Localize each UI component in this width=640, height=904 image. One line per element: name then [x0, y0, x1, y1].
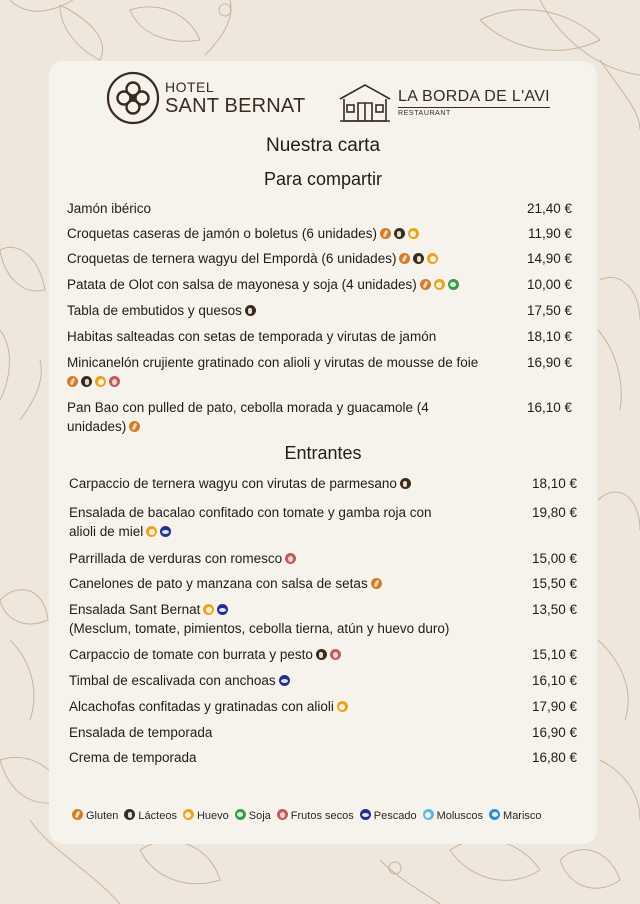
item-name: Timbal de escalivada con anchoas: [69, 673, 276, 688]
item-name: Ensalada Sant Bernat: [69, 602, 201, 617]
lacteos-allergen-icon: [316, 649, 327, 660]
huevo-allergen-icon: [183, 809, 194, 820]
soja-allergen-icon: [448, 279, 459, 290]
item-name: Pan Bao con pulled de pato, cebolla morada y guacamole (4 unidades): [67, 400, 429, 434]
restaurant-house-icon: [338, 83, 392, 123]
legend-label: Marisco: [503, 810, 542, 822]
lacteos-allergen-icon: [81, 376, 92, 387]
item-name: Croquetas caseras de jamón o boletus (6 unidades): [67, 226, 377, 241]
hotel-name-line1: HOTEL: [165, 79, 215, 95]
section-title: Para compartir: [263, 169, 383, 189]
item-price: 11,90 €: [527, 226, 572, 241]
item-price: 21,40 €: [526, 201, 572, 216]
legend-label: Moluscos: [436, 810, 484, 822]
item-price: 14,90 €: [526, 251, 572, 266]
gluten-allergen-icon: [72, 809, 83, 820]
pescado-allergen-icon: [279, 675, 290, 686]
allergen-icons: [126, 419, 140, 434]
frutos-allergen-icon: [109, 376, 120, 387]
gluten-allergen-icon: [129, 421, 140, 432]
item-price: 16,90 €: [531, 725, 577, 740]
legend-label: Lácteos: [138, 810, 177, 822]
legend-item-huevo: [183, 809, 229, 822]
item-name: Ensalada de temporada: [69, 725, 213, 740]
item-price: 16,90 €: [526, 355, 572, 370]
huevo-allergen-icon: [427, 253, 438, 264]
item-name: Canelones de pato y manzana con salsa de setas: [69, 576, 368, 591]
legend-label: Pescado: [373, 810, 417, 822]
lacteos-allergen-icon: [124, 809, 135, 820]
item-price: 18,10 €: [526, 329, 572, 344]
allergen-icons: [417, 277, 459, 292]
item-name: Parrillada de verduras con romesco: [69, 551, 283, 566]
legend-item-soja: [235, 809, 271, 822]
allergen-icons: [377, 226, 419, 241]
allergen-icons: [334, 699, 348, 714]
menu-item: [69, 723, 577, 742]
restaurant-name-line1: LA BORDA DE L'AVI: [398, 88, 550, 108]
restaurant-name: [398, 88, 550, 117]
header-logos: [49, 61, 597, 141]
allergen-icons: [368, 576, 382, 591]
allergen-icons: [242, 303, 256, 318]
allergen-icons: [64, 372, 517, 391]
legend-item-pescado: [360, 809, 417, 822]
moluscos-allergen-icon: [423, 809, 434, 820]
gluten-allergen-icon: [420, 279, 431, 290]
allergen-icons: [396, 251, 438, 266]
huevo-allergen-icon: [146, 526, 157, 537]
pescado-allergen-icon: [360, 809, 371, 820]
menu-item: [67, 199, 572, 218]
item-price: 15,10 €: [531, 647, 577, 662]
item-price: 16,80 €: [531, 750, 577, 765]
item-name: Carpaccio de ternera wagyu con virutas de parmesano: [69, 476, 397, 491]
gluten-allergen-icon: [380, 228, 391, 239]
lacteos-allergen-icon: [413, 253, 424, 264]
pescado-allergen-icon: [160, 526, 171, 537]
legend-item-frutos: [277, 809, 354, 822]
item-name: Patata de Olot con salsa de mayonesa y soja (4 unidades): [67, 277, 417, 292]
menu-item: [69, 671, 577, 690]
huevo-allergen-icon: [408, 228, 419, 239]
legend-label: Huevo: [196, 810, 229, 822]
menu-item: [69, 474, 577, 493]
item-name: Crema de temporada: [69, 750, 197, 765]
gluten-allergen-icon: [371, 578, 382, 589]
item-price: 19,80 €: [531, 505, 577, 520]
gluten-allergen-icon: [399, 253, 410, 264]
menu-item: [69, 574, 577, 593]
item-description: (Mesclum, tomate, pimientos, cebolla tierna, atún y huevo duro): [69, 621, 450, 636]
huevo-allergen-icon: [337, 701, 348, 712]
item-price: 16,10 €: [526, 400, 572, 415]
legend-item-moluscos: [423, 809, 483, 822]
marisco-allergen-icon: [489, 809, 500, 820]
item-name: Tabla de embutidos y quesos: [67, 303, 242, 318]
frutos-allergen-icon: [330, 649, 341, 660]
hotel-name-line2: SANT BERNAT: [165, 95, 306, 117]
legend-label: Soja: [248, 810, 271, 822]
item-price: 10,00 €: [526, 277, 572, 292]
frutos-allergen-icon: [285, 553, 296, 564]
gluten-allergen-icon: [67, 376, 78, 387]
menu-item: [69, 748, 577, 767]
pescado-allergen-icon: [217, 604, 228, 615]
menu-item: [69, 645, 577, 664]
restaurant-name-line2: RESTAURANT: [398, 110, 451, 117]
allergen-icons: [200, 602, 228, 617]
menu-item: [69, 600, 577, 638]
item-price: 15,50 €: [531, 576, 577, 591]
allergen-legend: [72, 809, 592, 822]
item-price: 17,50 €: [526, 303, 572, 318]
allergen-icons: [143, 524, 171, 539]
item-name: Carpaccio de tomate con burrata y pesto: [69, 647, 313, 662]
section-title: Entrantes: [284, 443, 362, 463]
huevo-allergen-icon: [203, 604, 214, 615]
legend-label: Gluten: [86, 810, 119, 822]
huevo-allergen-icon: [95, 376, 106, 387]
allergen-icons: [282, 551, 296, 566]
item-price: 16,10 €: [531, 673, 577, 688]
lacteos-allergen-icon: [245, 305, 256, 316]
menu-item: [67, 398, 572, 436]
allergen-icons: [276, 673, 290, 688]
item-price: 18,10 €: [531, 476, 577, 491]
lacteos-allergen-icon: [400, 478, 411, 489]
legend-item-marisco: [489, 809, 542, 822]
menu-item: [69, 503, 577, 541]
item-name: Habitas salteadas con setas de temporada y virutas de jamón: [67, 329, 437, 344]
item-name: Jamón ibérico: [67, 201, 152, 216]
item-price: 17,90 €: [531, 699, 577, 714]
legend-item-lacteos: [124, 809, 177, 822]
item-price: 15,00 €: [531, 551, 577, 566]
soja-allergen-icon: [235, 809, 246, 820]
allergen-icons: [397, 476, 411, 491]
menu-card: [49, 61, 597, 844]
menu-item: [67, 249, 572, 268]
menu-item: [67, 353, 572, 391]
item-name: Ensalada de bacalao confitado con tomate y gamba roja con alioli de miel: [69, 505, 432, 539]
hotel-name: [165, 80, 305, 117]
item-name: Minicanelón crujiente gratinado con alioli y virutas de mousse de foie: [67, 355, 479, 370]
item-name: Alcachofas confitadas y gratinadas con alioli: [69, 699, 334, 714]
huevo-allergen-icon: [434, 279, 445, 290]
menu-item: [67, 327, 572, 346]
item-name: Croquetas de ternera wagyu del Empordà (6 unidades): [67, 251, 397, 266]
legend-label: Frutos secos: [290, 810, 354, 822]
menu-title: Nuestra carta: [265, 135, 381, 156]
menu-item: [69, 697, 577, 716]
allergen-icons: [313, 647, 341, 662]
lacteos-allergen-icon: [394, 228, 405, 239]
menu-item: [67, 275, 572, 294]
item-price: 13,50 €: [531, 602, 577, 617]
hotel-emblem-icon: [106, 71, 160, 125]
menu-item: [67, 224, 572, 243]
legend-item-gluten: [72, 809, 118, 822]
frutos-allergen-icon: [277, 809, 288, 820]
menu-item: [69, 549, 577, 568]
menu-item: [67, 301, 572, 320]
